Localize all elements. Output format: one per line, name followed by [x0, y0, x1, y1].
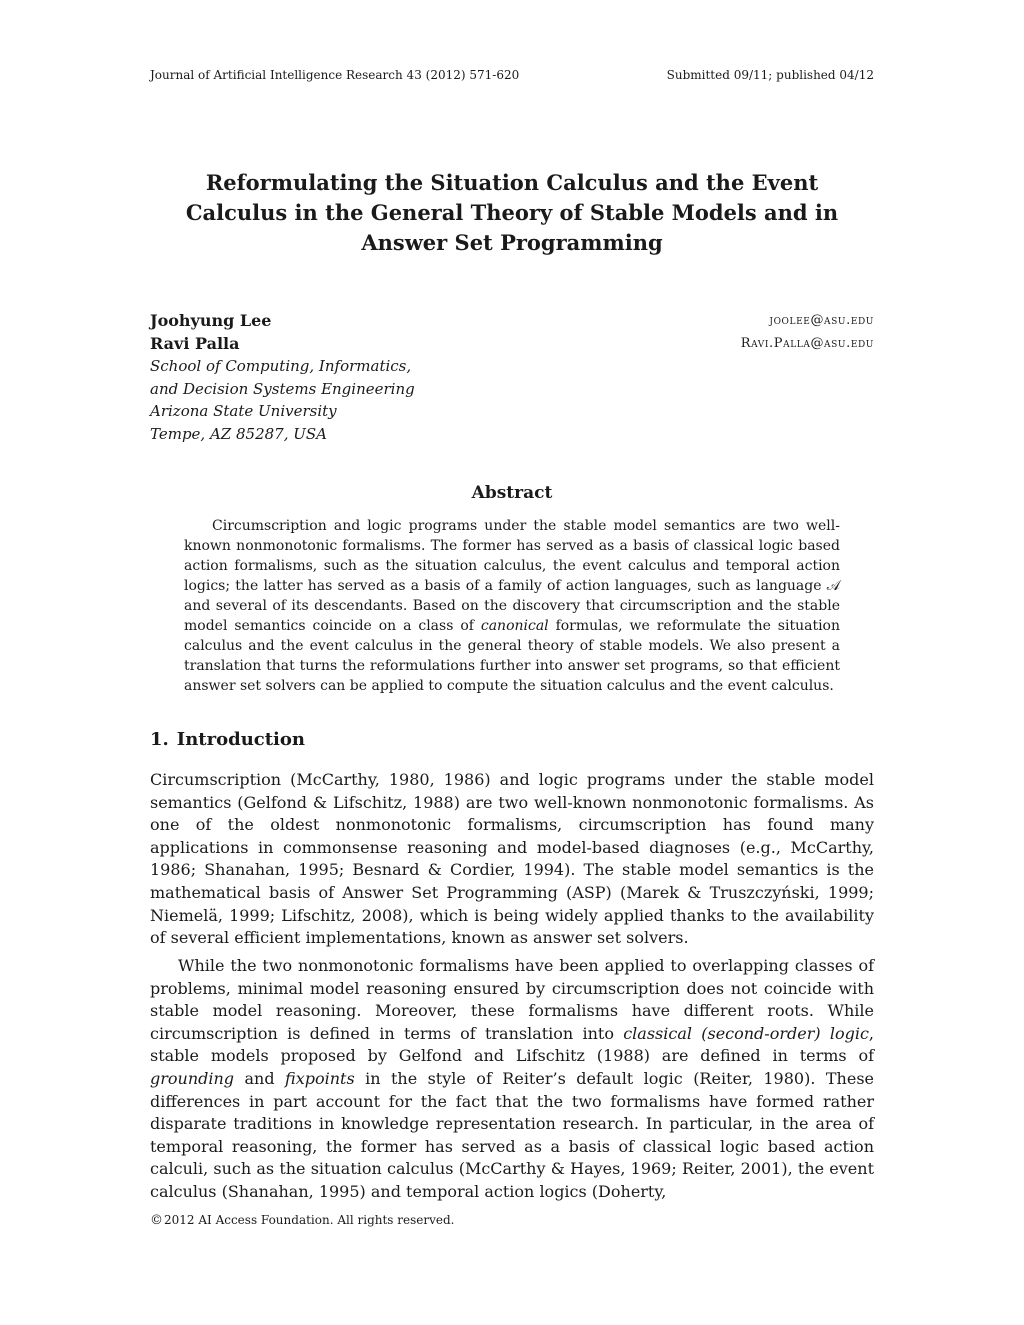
affiliation-line: and Decision Systems Engineering — [150, 379, 415, 398]
affiliation-line: Arizona State University — [150, 402, 337, 421]
title-line: Answer Set Programming — [361, 230, 663, 255]
emphasis-fixpoints: fixpoints — [285, 1068, 355, 1088]
submission-dates: Submitted 09/11; published 04/12 — [666, 68, 874, 82]
abstract-part: formulas, we reformulate the situation calculus and the event calculus in the general theory of stable models. We also present a translation that turns the reformulations further into answer set programs, so that efficient answer set solvers can be applied to compute the situation calculus and the event calculus. — [184, 618, 840, 694]
author-email[interactable]: Ravi.Palla@asu.edu — [740, 335, 874, 351]
abstract-part: Circumscription and logic programs under the stable model semantics are two well-known nonmonotonic formalisms. The former has served as a basis of classical logic based action formalisms, such as the situation calculus, the event calculus and temporal action logics; the latter has served as a basis of a family of action languages, such as language — [184, 518, 840, 594]
abstract-part: and several of its descendants. Based on the discovery that circumscription and the stable model semantics coincide on a class of — [184, 598, 840, 634]
section-heading — [150, 729, 305, 750]
affiliation-line: Tempe, AZ 85287, USA — [150, 424, 327, 443]
paragraph-part: , stable models proposed by Gelfond and Lifschitz (1988) are defined in terms of — [150, 1023, 875, 1066]
journal-citation: Journal of Artificial Intelligence Research 43 (2012) 571-620 — [150, 68, 520, 82]
paragraph-part: in the style of Reiter’s default logic (Reiter, 1980). These differences in part account for the fact that the two formalisms have formed rather disparate traditions in knowledge representation research. In particular, in the area of temporal reasoning, the former has served as a basis of classical logic based action calculi, such as the situation calculus (McCarthy & Hayes, 1969; Reiter, 2001), the event calculus (Shanahan, 1995) and temporal action logics (Doherty, — [150, 1068, 874, 1201]
canonical-term: canonical — [480, 618, 549, 634]
emphasis-grounding: grounding — [150, 1068, 235, 1088]
section-number: 1. — [150, 729, 169, 750]
body-paragraph — [150, 955, 874, 1204]
title-line: Reformulating the Situation Calculus and the Event — [205, 170, 819, 195]
author-row — [150, 333, 874, 356]
author-name: Ravi Palla — [150, 333, 240, 353]
title-line: Calculus in the General Theory of Stable Models and in — [185, 200, 839, 225]
abstract-heading: Abstract — [471, 483, 553, 503]
emphasis-classical-logic: classical (second-order) logic — [623, 1023, 869, 1043]
author-block — [150, 310, 874, 446]
author-email[interactable]: joolee@asu.edu — [769, 313, 874, 328]
author-row — [150, 310, 874, 333]
running-header — [150, 68, 874, 86]
copyright-text: 2012 AI Access Foundation. All rights reserved. — [164, 1213, 455, 1227]
abstract-text — [184, 516, 840, 696]
paragraph-part: While the two nonmonotonic formalisms have been applied to overlapping classes of problems, minimal model reasoning ensured by circumscription does not coincide with stable model reasoning. Moreover, these formalisms have different roots. While circumscription is defined in terms of translation into — [150, 956, 874, 1043]
affiliation-line: School of Computing, Informatics, — [150, 357, 412, 376]
author-name: Joohyung Lee — [150, 311, 272, 330]
paper-title — [150, 168, 874, 258]
language-a-symbol: 𝒜 — [826, 578, 840, 594]
body-paragraph: Circumscription (McCarthy, 1980, 1986) and logic programs under the stable model semantics (Gelfond & Lifschitz, 1988) are two well-known nonmonotonic formalisms. As one of the oldest nonmonotonic formalisms, circumscription has found many applications in commonsense reasoning and model-based diagnoses (e.g., McCarthy, 1986; Shanahan, 1995; Besnard & Cordier, 1994). The stable model semantics is the mathematical basis of Answer Set Programming (ASP) (Marek & Truszczyński, 1999; Niemelä, 1999; Lifschitz, 2008), which is being widely applied thanks to the availability of several efficient implementations, known as answer set solvers. — [150, 770, 874, 948]
paragraph-part: and — [234, 1068, 286, 1088]
copyright-icon: © — [150, 1213, 163, 1228]
section-title: Introduction — [176, 729, 305, 750]
copyright-footer — [150, 1213, 455, 1228]
